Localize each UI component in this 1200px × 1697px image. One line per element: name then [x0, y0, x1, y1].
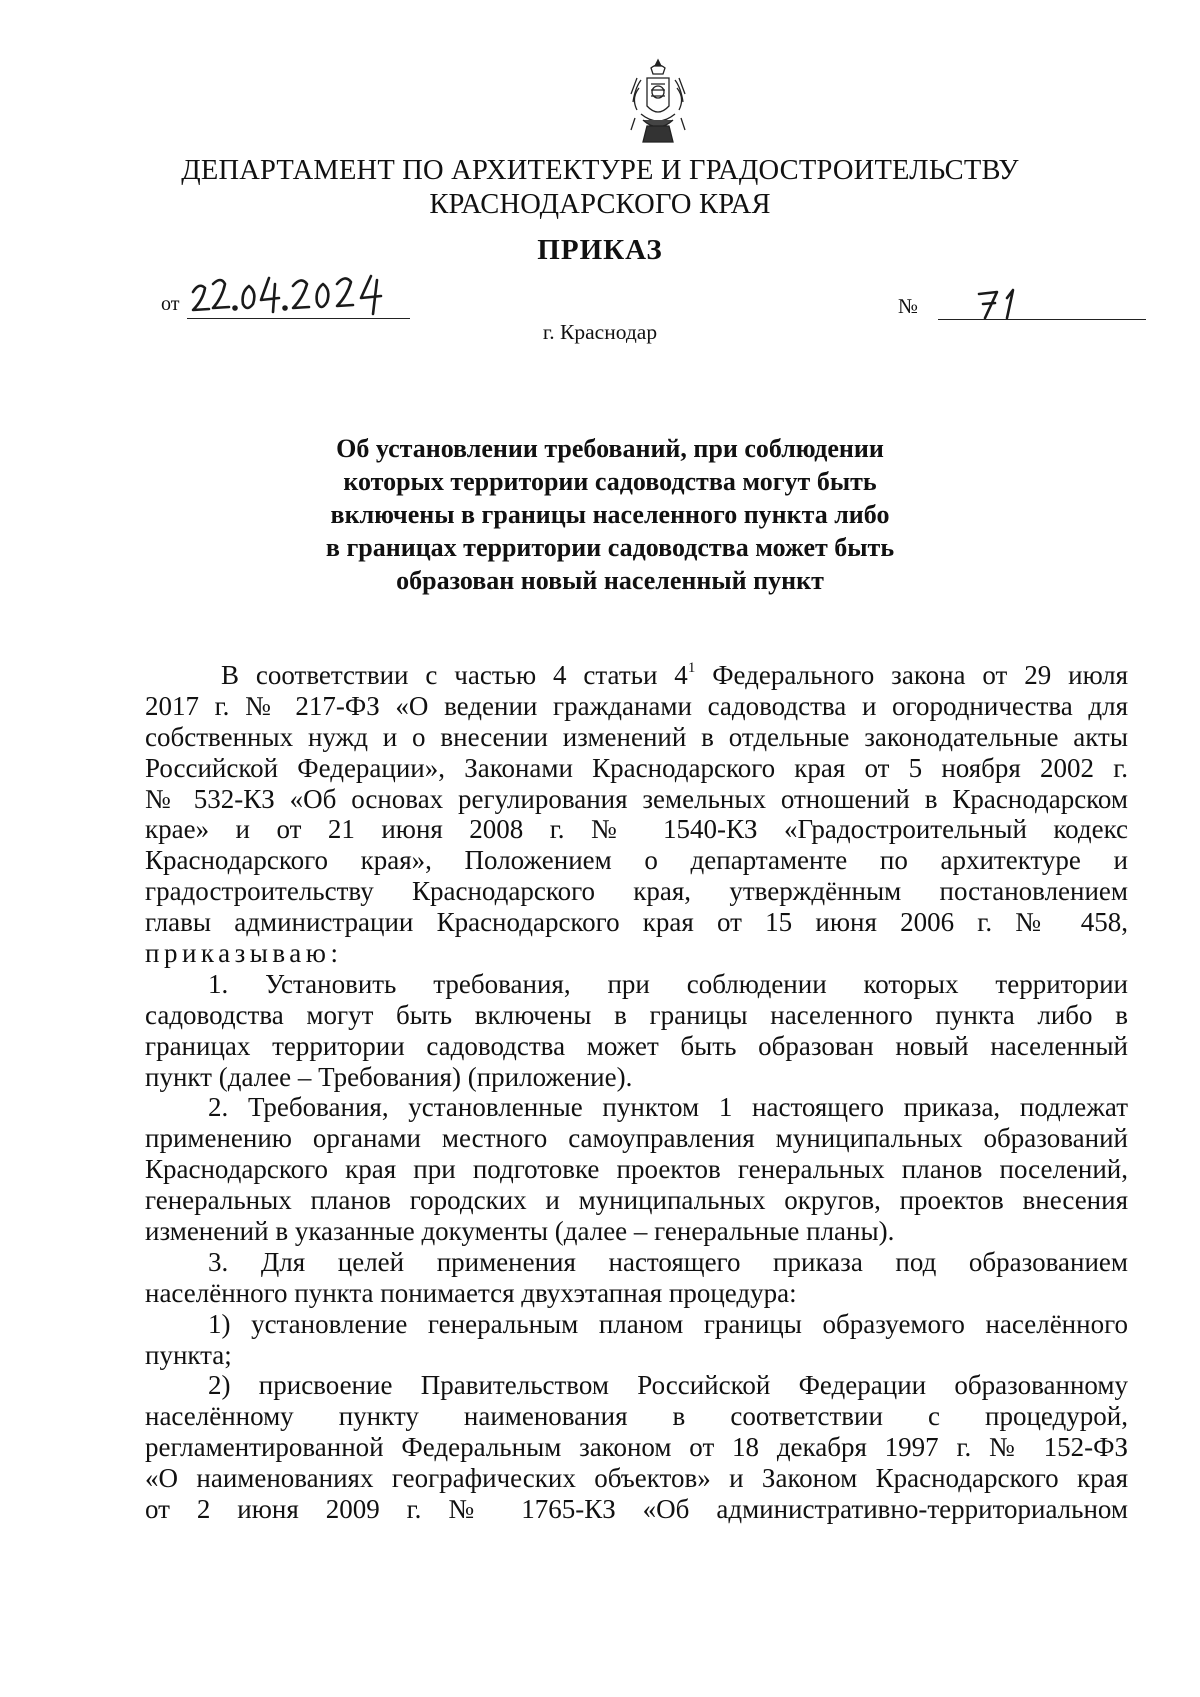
- text-line: 1) установление генеральным планом границы образуемого населённого: [208, 1308, 1128, 1339]
- clause-3: [145, 1247, 1128, 1309]
- document-type-title: ПРИКАЗ: [537, 234, 663, 266]
- text-line: главы администрации Краснодарского края от 15 июня 2006 г. № 458,: [145, 907, 1128, 938]
- text-line: 2. Требования, установленные пунктом 1 настоящего приказа, подлежат: [208, 1092, 1128, 1123]
- document-body: [145, 660, 1128, 1525]
- text-line: 2) присвоение Правительством Российской Федерации образованному: [208, 1370, 1128, 1401]
- department-name-line1: ДЕПАРТАМЕНТ ПО АРХИТЕКТУРЕ И ГРАДОСТРОИТЕЛЬСТВУ: [181, 155, 1019, 186]
- order-word: приказываю:: [145, 938, 343, 969]
- handwritten-date: [189, 262, 409, 320]
- document-subject: [300, 432, 920, 597]
- text-line: пункта;: [145, 1339, 232, 1370]
- text-line: 3. Для целей применения настоящего приказа под образованием: [208, 1246, 1128, 1277]
- text-line: населённого пункта понимается двухэтапная процедура:: [145, 1277, 797, 1308]
- subject-line: которых территории садоводства могут быть: [343, 467, 877, 496]
- handwritten-number: [975, 286, 1025, 320]
- subject-line: включены в границы населенного пункта либо: [330, 500, 890, 529]
- text-fragment: Федерального закона от 29 июля: [695, 660, 1129, 690]
- text-line: [145, 660, 1128, 691]
- department-name-line2: КРАСНОДАРСКОГО КРАЯ: [429, 189, 771, 220]
- text-fragment: В соответствии с частью 4 статьи 4: [221, 660, 688, 690]
- text-line: пункт (далее – Требования) (приложение).: [145, 1061, 633, 1092]
- coat-of-arms-icon: [627, 58, 689, 150]
- clause-2: [145, 1092, 1128, 1246]
- text-line: «О наименованиях географических объектов» и Законом Краснодарского края: [145, 1463, 1128, 1494]
- text-line: регламентированной Федеральным законом от 18 декабря 1997 г. № 152-ФЗ: [145, 1432, 1128, 1463]
- text-line: Российской Федерации», Законами Краснодарского края от 5 ноября 2002 г.: [145, 752, 1128, 783]
- clause-1: [145, 969, 1128, 1093]
- text-line: генеральных планов городских и муниципальных округов, проектов внесения: [145, 1185, 1128, 1216]
- text-line: садоводства могут быть включены в границы населенного пункта либо в: [145, 999, 1128, 1030]
- text-line: Краснодарского края», Положением о департаменте по архитектуре и: [145, 845, 1128, 876]
- date-underline: [187, 318, 410, 319]
- text-line: от 2 июня 2009 г. № 1765-КЗ «Об административно-территориальном: [145, 1494, 1128, 1525]
- text-line: 1. Установить требования, при соблюдении которых территории: [208, 968, 1128, 999]
- text-line: изменений в указанные документы (далее – генеральные планы).: [145, 1216, 895, 1247]
- subject-line: в границах территории садоводства может быть: [325, 533, 895, 562]
- clause-3-item-2: [145, 1370, 1128, 1524]
- subject-line: образован новый населенный пункт: [396, 566, 824, 595]
- text-line: границах территории садоводства может быть образован новый населенный: [145, 1030, 1128, 1061]
- city-name: г. Краснодар: [542, 320, 658, 344]
- text-line: Краснодарского края при подготовке проектов генеральных планов поселений,: [145, 1154, 1128, 1185]
- date-prefix: от: [161, 293, 180, 315]
- number-prefix: №: [898, 294, 919, 318]
- text-line: применению органами местного самоуправления муниципальных образований: [145, 1123, 1128, 1154]
- intro-paragraph: [145, 660, 1128, 969]
- text-line: собственных нужд и о внесении изменений в отдельные законодательные акты: [145, 721, 1128, 752]
- superscript: 1: [687, 660, 696, 676]
- text-line: № 532-КЗ «Об основах регулирования земельных отношений в Краснодарском: [145, 783, 1128, 814]
- text-line: 2017 г. № 217-ФЗ «О ведении гражданами садоводства и огородничества для: [145, 690, 1128, 721]
- text-line: населённому пункту наименования в соответствии с процедурой,: [145, 1401, 1128, 1432]
- subject-line: Об установлении требований, при соблюдении: [336, 434, 884, 463]
- text-line: крае» и от 21 июня 2008 г. № 1540-КЗ «Градостроительный кодекс: [145, 814, 1128, 845]
- clause-3-item-1: [145, 1309, 1128, 1371]
- text-line: градостроительству Краснодарского края, утверждённым постановлением: [145, 876, 1128, 907]
